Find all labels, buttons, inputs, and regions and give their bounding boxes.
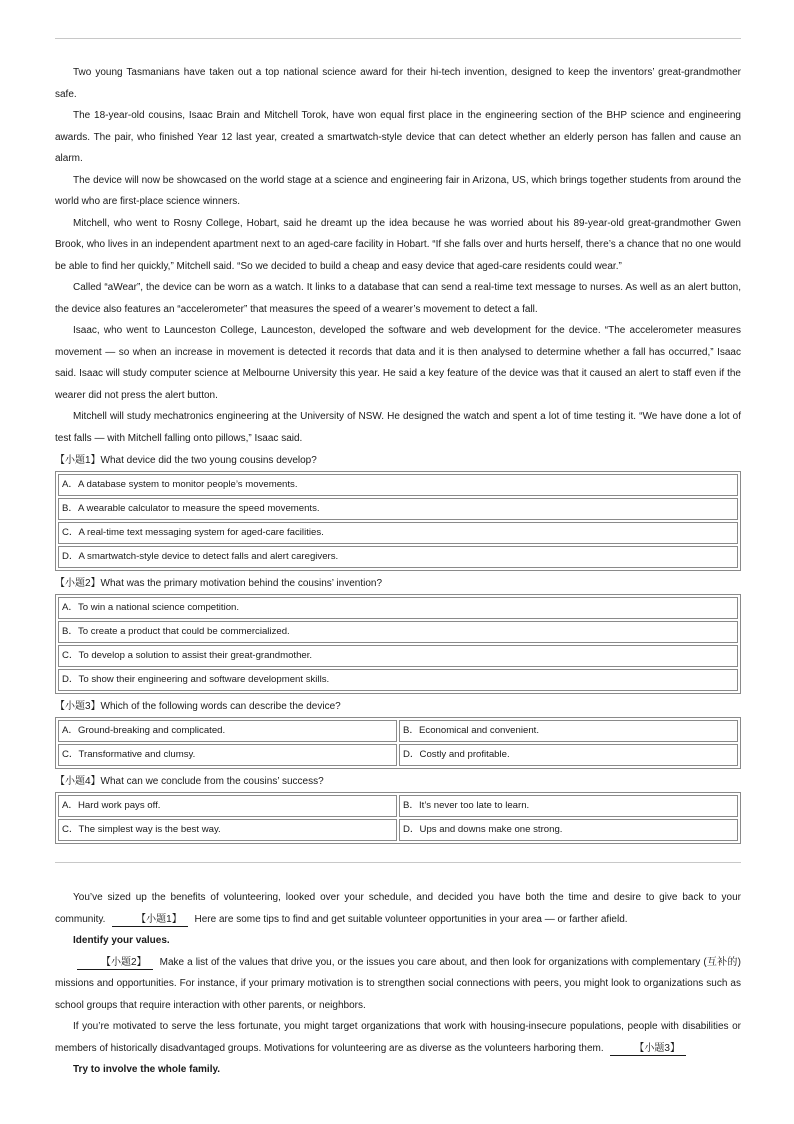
passage2-text: Here are some tips to find and get suitable volunteer opportunities in your area — or farther afield. [194,913,628,925]
option-c[interactable]: C．Transformative and clumsy. [58,744,397,766]
question-4-title: 【小题4】What can we conclude from the cousins’ success? [55,776,324,787]
passage1-paragraph: Mitchell will study mechatronics engineering at the University of NSW. He designed the watch and spent a lot of time testing it. “We have done a lot of test falls — with Mitchell falling onto pillows,” Isaac said. [55,411,741,444]
question-2-title: 【小题2】What was the primary motivation behind the cousins’ invention? [55,578,383,589]
reading-passage-1 [55,62,741,449]
section-heading: Try to involve the whole family. [73,1064,221,1075]
option-c[interactable]: C．A real-time text messaging system for aged-care facilities. [58,522,738,544]
option-b[interactable]: B．A wearable calculator to measure the speed movements. [58,498,738,520]
passage2-text: You’ve sized up the benefits of volunteering, looked over your schedule, and decided you have both the time and desire to give back to your community. [55,892,741,925]
question-1-options [55,471,741,571]
blank-2[interactable]: 【小题2】 [77,956,153,970]
passage1-paragraph: Two young Tasmanians have taken out a top national science award for their hi-tech invention, designed to keep the inventors’ great-grandmother safe. [55,67,741,100]
option-c[interactable]: C．To develop a solution to assist their great-grandmother. [58,645,738,667]
passage2-paragraph-1 [55,887,741,930]
passage1-paragraph: Mitchell, who went to Rosny College, Hobart, said he dreamt up the idea because he was worried about his 89-year-old great-grandmother Gwen Brook, who lives in an independent apartment next to an aged-care facility in Hobart. “If she falls over and hurts herself, there’s a chance that no one would be able to find her quickly,” Mitchell said. “So we decided to build a cheap and easy device that aged-care residents could wear.” [55,217,741,272]
passage1-paragraph: The device will now be showcased on the world stage at a science and engineering fair in Arizona, US, which brings together students from around the world who are first-place science winners. [55,174,741,207]
passage2-text: Make a list of the values that drive you, or the issues you care about, and then look for organizations with complementary (互补的) missions and opportunities. For instance, if your primary motivation is to strengthen social connections with peers, you might look to organizations such as school groups that require interaction with other parents, or neighbors. [55,956,742,1011]
question-4-options [55,792,741,844]
blank-1[interactable]: 【小题1】 [112,913,188,927]
option-a[interactable]: A．Ground-breaking and complicated. [58,720,397,742]
questions-block [55,450,741,846]
top-divider [55,38,741,39]
passage1-paragraph: Called “aWear”, the device can be worn as a watch. It links to a database that can send a real-time text message to nurses. As well as an alert button, the device also features an “accelerometer” that measures the speed of a wearer’s movement to detect a fall. [55,282,741,315]
question-1-title: 【小题1】What device did the two young cousins develop? [55,455,317,466]
passage2-paragraph-2 [55,952,741,1017]
question-3-title: 【小题3】Which of the following words can describe the device? [55,701,341,712]
option-b[interactable]: B．It’s never too late to learn. [399,795,738,817]
option-a[interactable]: A．Hard work pays off. [58,795,397,817]
section-heading: Identify your values. [73,935,170,946]
passage1-paragraph: Isaac, who went to Launceston College, Launceston, developed the software and web development for the device. “The accelerometer measures movement — so when an increase in movement is detected it records that data and it is then analysed to determine whether a fall has occurred,” Isaac said. Isaac will study computer science at Melbourne University this year. He said a key feature of the device was that it caused an alert to staff even if the wearer did not press the alert button. [55,325,741,401]
question-2-options [55,594,741,694]
option-d[interactable]: D．To show their engineering and software development skills. [58,669,738,691]
option-a[interactable]: A．To win a national science competition. [58,597,738,619]
blank-3[interactable]: 【小题3】 [610,1042,686,1056]
passage2-text: If you’re motivated to serve the less fortunate, you might target organizations that work with housing-insecure populations, people with disabilities or members of historically disadvantaged groups. Motivations for volunteering are as diverse as the volunteers harboring them. [55,1021,741,1054]
option-d[interactable]: D．A smartwatch-style device to detect falls and alert caregivers. [58,546,738,568]
option-d[interactable]: D．Costly and profitable. [399,744,738,766]
option-b[interactable]: B．To create a product that could be commercialized. [58,621,738,643]
option-d[interactable]: D．Ups and downs make one strong. [399,819,738,841]
reading-passage-2 [55,887,741,1081]
passage1-paragraph: The 18-year-old cousins, Isaac Brain and Mitchell Torok, have won equal first place in the engineering section of the BHP science and engineering awards. The pair, who finished Year 12 last year, created a smartwatch-style device that can detect whether an elderly person has fallen and cause an alarm. [55,110,741,164]
passage2-paragraph-3 [55,1016,741,1059]
section-divider [55,862,741,863]
option-c[interactable]: C．The simplest way is the best way. [58,819,397,841]
question-3-options [55,717,741,769]
option-a[interactable]: A．A database system to monitor people’s movements. [58,474,738,496]
option-b[interactable]: B．Economical and convenient. [399,720,738,742]
